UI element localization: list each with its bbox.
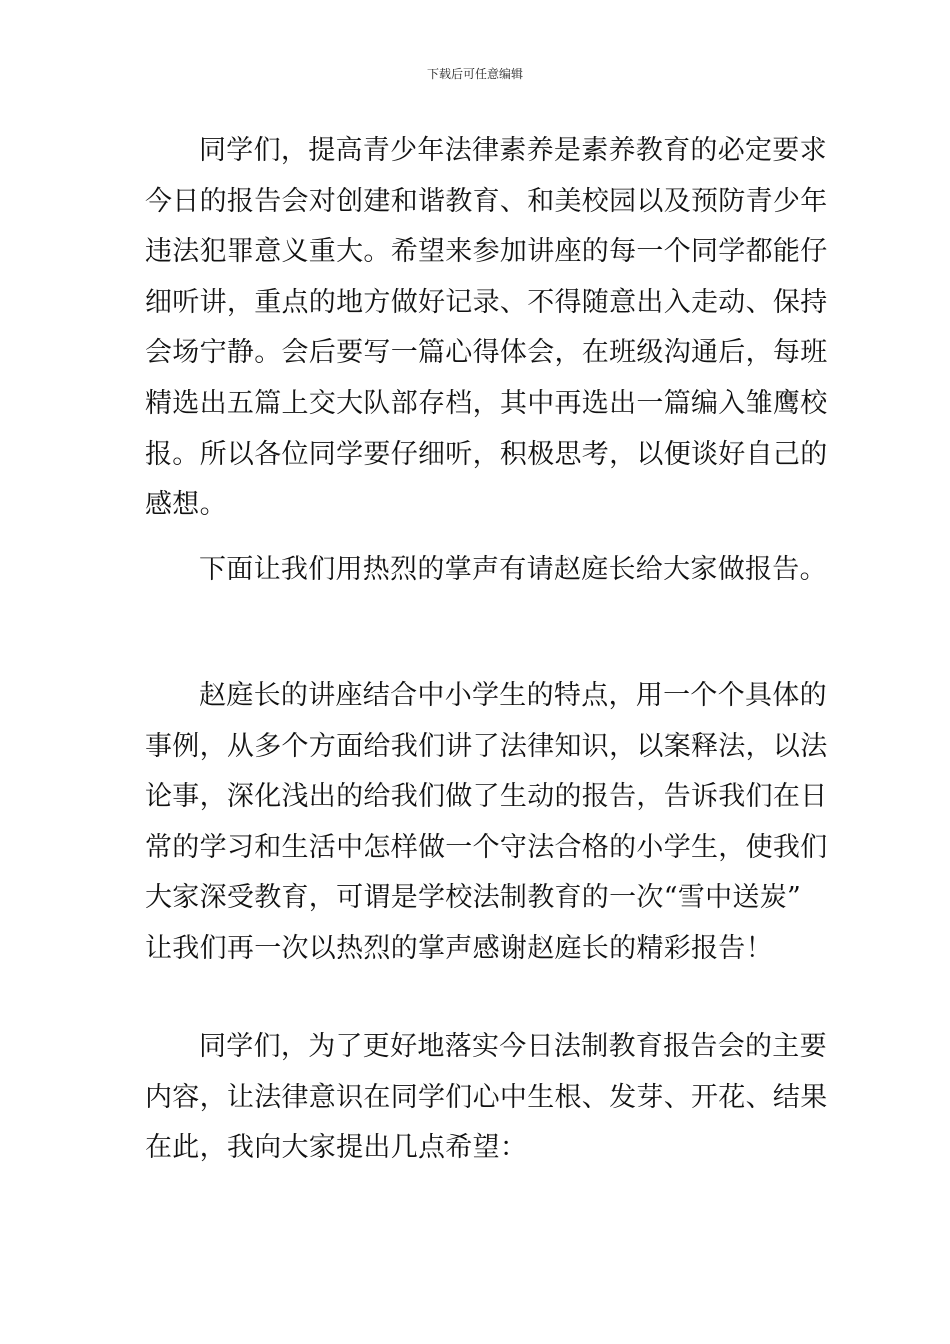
text-line: 大家深受教育，可谓是学校法制教育的一次“雪中送炭” [145, 882, 802, 914]
text-line: 论事，深化浅出的给我们做了生动的报告，告诉我们在日 [145, 781, 828, 813]
text-line: 内容，让法律意识在同学们心中生根、发芽、开花、结果 [145, 1081, 828, 1113]
page-header: 下载后可任意编辑 [426, 67, 523, 81]
text-line: 会场宁静。会后要写一篇心得体会，在班级沟通后，每班 [145, 337, 828, 369]
text-line: 让我们再一次以热烈的掌声感谢赵庭长的精彩报告！ [145, 932, 773, 964]
paragraph-4 [145, 1022, 828, 1174]
text-line: 违法犯罪意义重大。希望来参加讲座的每一个同学都能仔 [145, 236, 828, 268]
text-line: 赵庭长的讲座结合中小学生的特点，用一个个具体的 [199, 680, 827, 711]
paragraph-1 [145, 126, 828, 531]
text-line: 今日的报告会对创建和谐教育、和美校园以及预防青少年 [145, 185, 828, 217]
text-line: 精选出五篇上交大队部存档，其中再选出一篇编入雏鹰校 [145, 387, 828, 419]
paragraph-3 [145, 671, 828, 975]
text-line: 细听讲，重点的地方做好记录、不得随意出入走动、保持 [145, 286, 828, 318]
text-line: 下面让我们用热烈的掌声有请赵庭长给大家做报告。 [199, 554, 827, 585]
text-line: 在此，我向大家提出几点希望： [145, 1132, 528, 1164]
text-line: 同学们，为了更好地落实今日法制教育报告会的主要 [199, 1031, 827, 1062]
text-line: 报。所以各位同学要仔细听，积极思考，以便谈好自己的 [145, 438, 828, 470]
text-line: 事例，从多个方面给我们讲了法律知识，以案释法，以法 [145, 730, 828, 762]
text-line: 常的学习和生活中怎样做一个守法合格的小学生，使我们 [145, 831, 828, 863]
text-line: 感想。 [145, 489, 227, 521]
paragraph-2 [145, 545, 827, 596]
text-line: 同学们，提高青少年法律素养是素养教育的必定要求 [199, 135, 827, 166]
